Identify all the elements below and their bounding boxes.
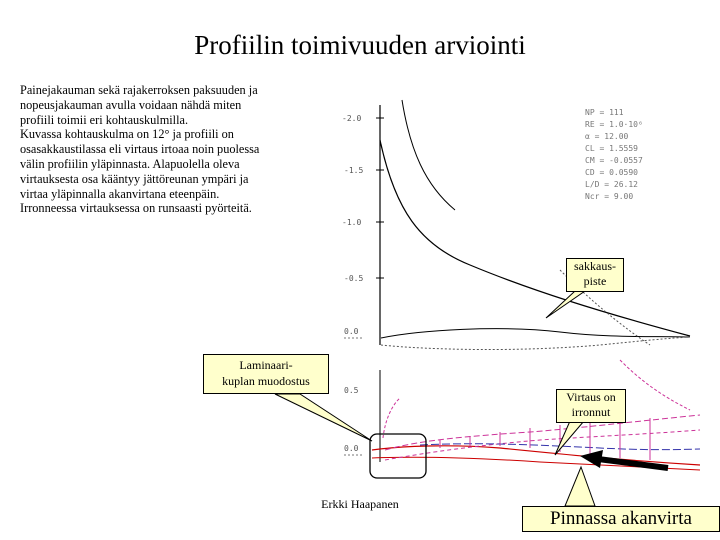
legend-line: RE = 1.0·10⁶ bbox=[585, 120, 643, 129]
legend-line: CL = 1.5559 bbox=[585, 144, 638, 153]
legend-line: Ncr = 9.00 bbox=[585, 192, 634, 201]
callout-text: piste bbox=[583, 274, 607, 288]
laminar-bubble-box bbox=[370, 434, 426, 478]
legend-line: NP = 111 bbox=[585, 108, 624, 117]
callout-text: sakkaus- bbox=[574, 259, 616, 273]
magenta-curve-leading bbox=[383, 398, 400, 438]
laminaari-pointer bbox=[275, 394, 372, 441]
description-line: välin profiilin yläpinnasta. Alapuolella oleva bbox=[20, 156, 240, 171]
description-line: nopeusjakauman avulla voidaan nähdä miten bbox=[20, 97, 242, 112]
velocity-profiles bbox=[440, 418, 650, 460]
laminaarikupla-callout bbox=[203, 354, 329, 394]
legend-line: CD = 0.0590 bbox=[585, 168, 638, 177]
author-name: Erkki Haapanen bbox=[321, 497, 399, 511]
y-tick-label: 0.5 bbox=[344, 386, 359, 395]
pinnassa-akanvirta-callout: Pinnassa akanvirta bbox=[522, 506, 720, 532]
legend-line: CM = -0.0557 bbox=[585, 156, 643, 165]
inviscid-curve bbox=[381, 337, 690, 350]
legend-line: L/D = 26.12 bbox=[585, 180, 638, 189]
callout-text: irronnut bbox=[571, 405, 611, 419]
y-tick-label: -1.0 bbox=[342, 218, 362, 227]
callout-text: kuplan muodostus bbox=[222, 374, 310, 388]
y-tick-label: 0.0 bbox=[344, 327, 359, 336]
y-tick-label: -1.5 bbox=[344, 166, 364, 175]
pinnassa-pointer bbox=[565, 467, 595, 506]
lower-pressure-curve bbox=[381, 329, 690, 338]
legend-line: α = 12.00 bbox=[585, 132, 629, 141]
description-line: virtaa yläpinnalla akanvirtana eteenpäin. bbox=[20, 186, 220, 201]
description-line: osasakkaustilassa eli virtaus irtoaa noin puolessa bbox=[20, 142, 260, 157]
y-tick-label: 0.0 bbox=[344, 444, 359, 453]
description-line: Irronneessa virtauksessa on runsaasti pyörteitä. bbox=[20, 201, 252, 216]
y-tick-label: -2.0 bbox=[342, 114, 362, 123]
upper-pressure-curve bbox=[380, 140, 690, 336]
virtaus-irronnut-callout bbox=[556, 389, 626, 423]
description-line: Kuvassa kohtauskulma on 12° ja profiili on bbox=[20, 127, 234, 142]
callout-text: Laminaari- bbox=[239, 358, 293, 372]
virtaus-pointer bbox=[555, 421, 584, 455]
sakkauspiste-callout bbox=[566, 258, 624, 292]
magenta-curve-trailing bbox=[620, 360, 690, 410]
arrow-head bbox=[580, 450, 603, 468]
slide-title: Profiilin toimivuuden arviointi bbox=[194, 30, 526, 60]
description-line: virtauksesta osa kääntyy jättöreunan ympäri ja bbox=[20, 171, 249, 186]
callout-text: Virtaus on bbox=[566, 390, 616, 404]
description-line: profiili toimii eri kohtauskulmilla. bbox=[20, 112, 189, 127]
description-line: Painejakauman sekä rajakerroksen paksuuden ja bbox=[20, 83, 258, 97]
suction-peak-curve bbox=[402, 100, 455, 210]
y-tick-label: -0.5 bbox=[344, 274, 364, 283]
